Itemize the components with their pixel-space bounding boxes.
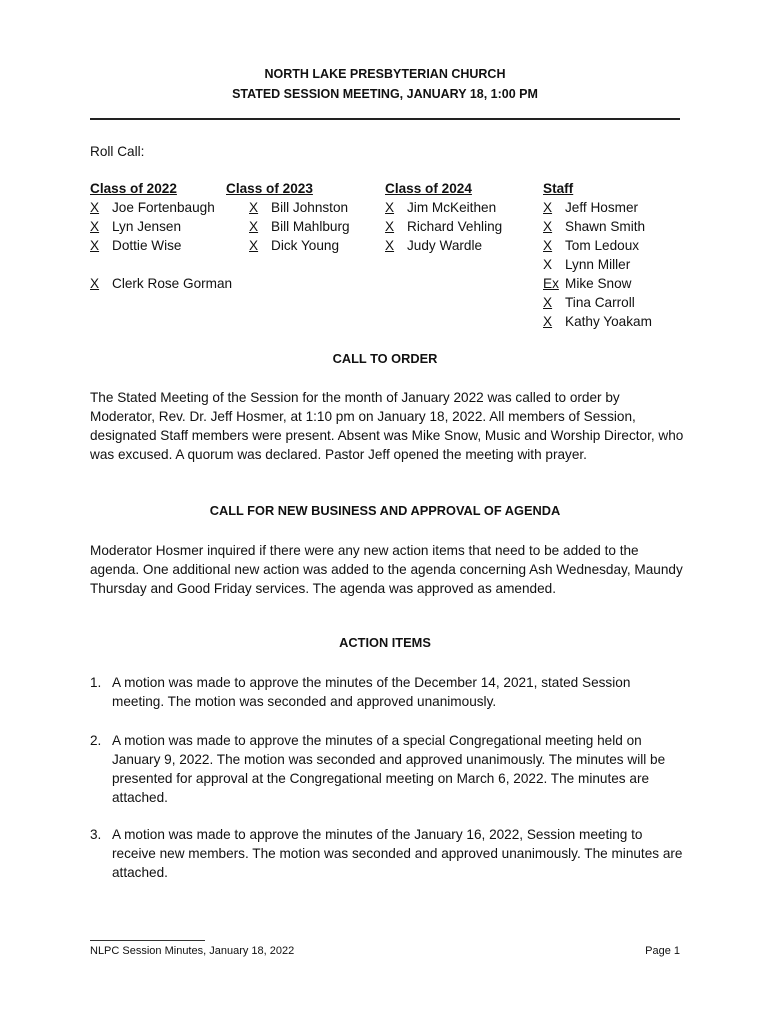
member-name: Richard Vehling xyxy=(407,219,503,234)
attendance-mark: X xyxy=(543,314,553,329)
attendance-row xyxy=(385,238,482,253)
attendance-row xyxy=(543,295,635,310)
class-2024-heading: Class of 2024 xyxy=(385,181,472,196)
attendance-mark: X xyxy=(249,200,259,215)
action-item-number: 1. xyxy=(90,675,102,690)
staff-heading: Staff xyxy=(543,181,574,196)
action-item-text: A motion was made to approve the minutes of a special Congregational meeting held on January 9, 2022. The motion was seconded and approved unanimously. The minutes will be presented for approval at the Congregational meeting on March 6, 2022. The minutes are attached. xyxy=(112,733,666,805)
member-name: Shawn Smith xyxy=(565,219,646,234)
clerk-row xyxy=(90,276,232,291)
member-name: Jim McKeithen xyxy=(407,200,497,215)
attendance-row xyxy=(543,314,652,329)
attendance-row xyxy=(543,219,645,234)
attendance-mark: X xyxy=(543,257,553,272)
header-divider xyxy=(90,118,680,120)
member-name: Mike Snow xyxy=(565,276,632,291)
call-to-order-heading: CALL TO ORDER xyxy=(332,351,438,366)
new-business-text: Moderator Hosmer inquired if there were any new action items that need to be added to the agenda. One additional new action was added to the agenda concerning Ash Wednesday, Maundy Thursday and Good Friday services. The agenda was approved as amended. xyxy=(90,543,683,596)
attendance-mark: X xyxy=(90,276,100,291)
member-name: Tina Carroll xyxy=(565,295,635,310)
class-2022-heading: Class of 2022 xyxy=(90,181,177,196)
class-2023-heading: Class of 2023 xyxy=(226,181,313,196)
church-name: NORTH LAKE PRESBYTERIAN CHURCH xyxy=(264,67,506,81)
attendance-row xyxy=(90,219,181,234)
attendance-row xyxy=(90,200,215,215)
attendance-mark: X xyxy=(543,295,553,310)
action-item-text: A motion was made to approve the minutes of the January 16, 2022, Session meeting to receive new members. The motion was seconded and approved unanimously. The minutes are attached. xyxy=(112,827,683,880)
attendance-row xyxy=(543,238,639,253)
roll-call-label: Roll Call: xyxy=(90,144,145,159)
member-name: Dick Young xyxy=(271,238,340,253)
attendance-mark: X xyxy=(385,219,395,234)
attendance-row xyxy=(385,200,496,215)
page-number: Page 1 xyxy=(645,945,680,957)
attendance-row xyxy=(249,238,339,253)
action-item-number: 2. xyxy=(90,733,102,748)
call-to-order-text: The Stated Meeting of the Session for the month of January 2022 was called to order by Moderator, Rev. Dr. Jeff Hosmer, at 1:10 pm on January 18, 2022. All members of Session, designated Staff members were present. Absent was Mike Snow, Music and Worship Director, who was excused. A quorum was declared. Pastor Jeff opened the meeting with prayer. xyxy=(90,390,684,462)
member-name: Bill Johnston xyxy=(271,200,349,215)
footer-title: NLPC Session Minutes, January 18, 2022 xyxy=(90,945,295,957)
attendance-mark: X xyxy=(90,200,100,215)
attendance-row xyxy=(543,276,631,291)
meeting-title: STATED SESSION MEETING, JANUARY 18, 1:00 PM xyxy=(232,87,538,101)
action-item-text: A motion was made to approve the minutes of the December 14, 2021, stated Session meeting. The motion was seconded and approved unanimously. xyxy=(112,675,631,709)
attendance-row xyxy=(543,200,638,215)
attendance-mark: X xyxy=(543,238,553,253)
action-item-number: 3. xyxy=(90,827,102,842)
attendance-mark: Ex xyxy=(543,276,559,291)
member-name: Tom Ledoux xyxy=(565,238,640,253)
member-name: Kathy Yoakam xyxy=(565,314,652,329)
attendance-mark: X xyxy=(385,238,395,253)
member-name: Dottie Wise xyxy=(112,238,182,253)
member-name: Lyn Jensen xyxy=(112,219,182,234)
attendance-row xyxy=(543,257,630,272)
attendance-row xyxy=(249,219,350,234)
attendance-mark: X xyxy=(90,238,100,253)
member-name: Joe Fortenbaugh xyxy=(112,200,215,215)
attendance-row xyxy=(385,219,502,234)
action-items-heading: ACTION ITEMS xyxy=(339,635,431,650)
attendance-mark: X xyxy=(90,219,100,234)
attendance-mark: X xyxy=(543,219,553,234)
clerk-name: Clerk Rose Gorman xyxy=(112,276,233,291)
member-name: Jeff Hosmer xyxy=(565,200,639,215)
member-name: Judy Wardle xyxy=(407,238,483,253)
attendance-mark: X xyxy=(249,219,259,234)
attendance-mark: X xyxy=(249,238,259,253)
attendance-row xyxy=(90,238,182,253)
attendance-row xyxy=(249,200,348,215)
attendance-mark: X xyxy=(385,200,395,215)
new-business-heading: CALL FOR NEW BUSINESS AND APPROVAL OF AGENDA xyxy=(209,503,561,518)
attendance-mark: X xyxy=(543,200,553,215)
footer-divider xyxy=(90,940,205,941)
member-name: Lynn Miller xyxy=(565,257,631,272)
member-name: Bill Mahlburg xyxy=(271,219,350,234)
